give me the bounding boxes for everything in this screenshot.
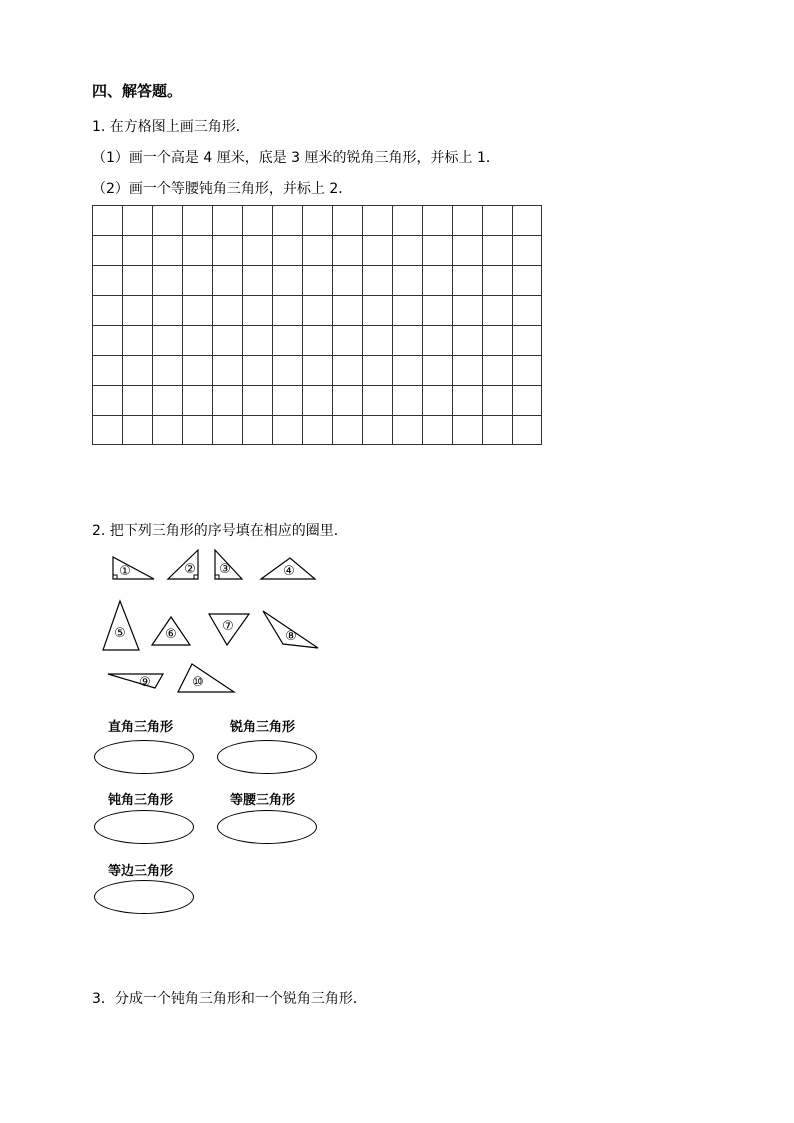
triangle-label: ⑥ xyxy=(165,627,177,642)
triangle-9 xyxy=(108,674,163,688)
oval-acute[interactable] xyxy=(217,740,317,774)
triangle-label: ③ xyxy=(219,562,231,577)
triangle-10 xyxy=(178,664,234,692)
triangle-label: ⑧ xyxy=(285,629,297,644)
oval-obtuse[interactable] xyxy=(94,810,194,844)
category-label-isosceles: 等腰三角形 xyxy=(230,793,296,808)
category-label-obtuse: 钝角三角形 xyxy=(108,793,174,808)
question-1-part-1: （1）画一个高是 4 厘米，底是 3 厘米的锐角三角形，并标上 1． xyxy=(92,150,500,166)
question-2-title: 2. 把下列三角形的序号填在相应的圈里． xyxy=(92,523,348,539)
triangle-label: ⑦ xyxy=(222,619,234,634)
oval-isosceles[interactable] xyxy=(217,810,317,844)
category-label-acute: 锐角三角形 xyxy=(230,720,296,735)
triangle-label: ⑩ xyxy=(192,675,204,690)
drawing-grid[interactable] xyxy=(92,205,542,445)
section-title: 四、解答题。 xyxy=(92,82,183,100)
triangle-label: ④ xyxy=(283,564,295,579)
oval-equilateral[interactable] xyxy=(94,880,194,914)
oval-right[interactable] xyxy=(94,740,194,774)
triangle-label: ⑨ xyxy=(139,675,151,690)
category-label-equilateral: 等边三角形 xyxy=(108,864,174,879)
triangle-label: ⑤ xyxy=(114,626,126,641)
question-3-title: 3．分成一个钝角三角形和一个锐角三角形． xyxy=(92,991,367,1007)
triangle-label: ② xyxy=(184,562,196,577)
category-label-right: 直角三角形 xyxy=(108,720,174,735)
question-1-part-2: （2）画一个等腰钝角三角形，并标上 2． xyxy=(92,181,353,197)
question-1-title: 1. 在方格图上画三角形． xyxy=(92,119,250,135)
triangle-figures xyxy=(0,540,400,705)
triangle-label: ① xyxy=(119,564,131,579)
